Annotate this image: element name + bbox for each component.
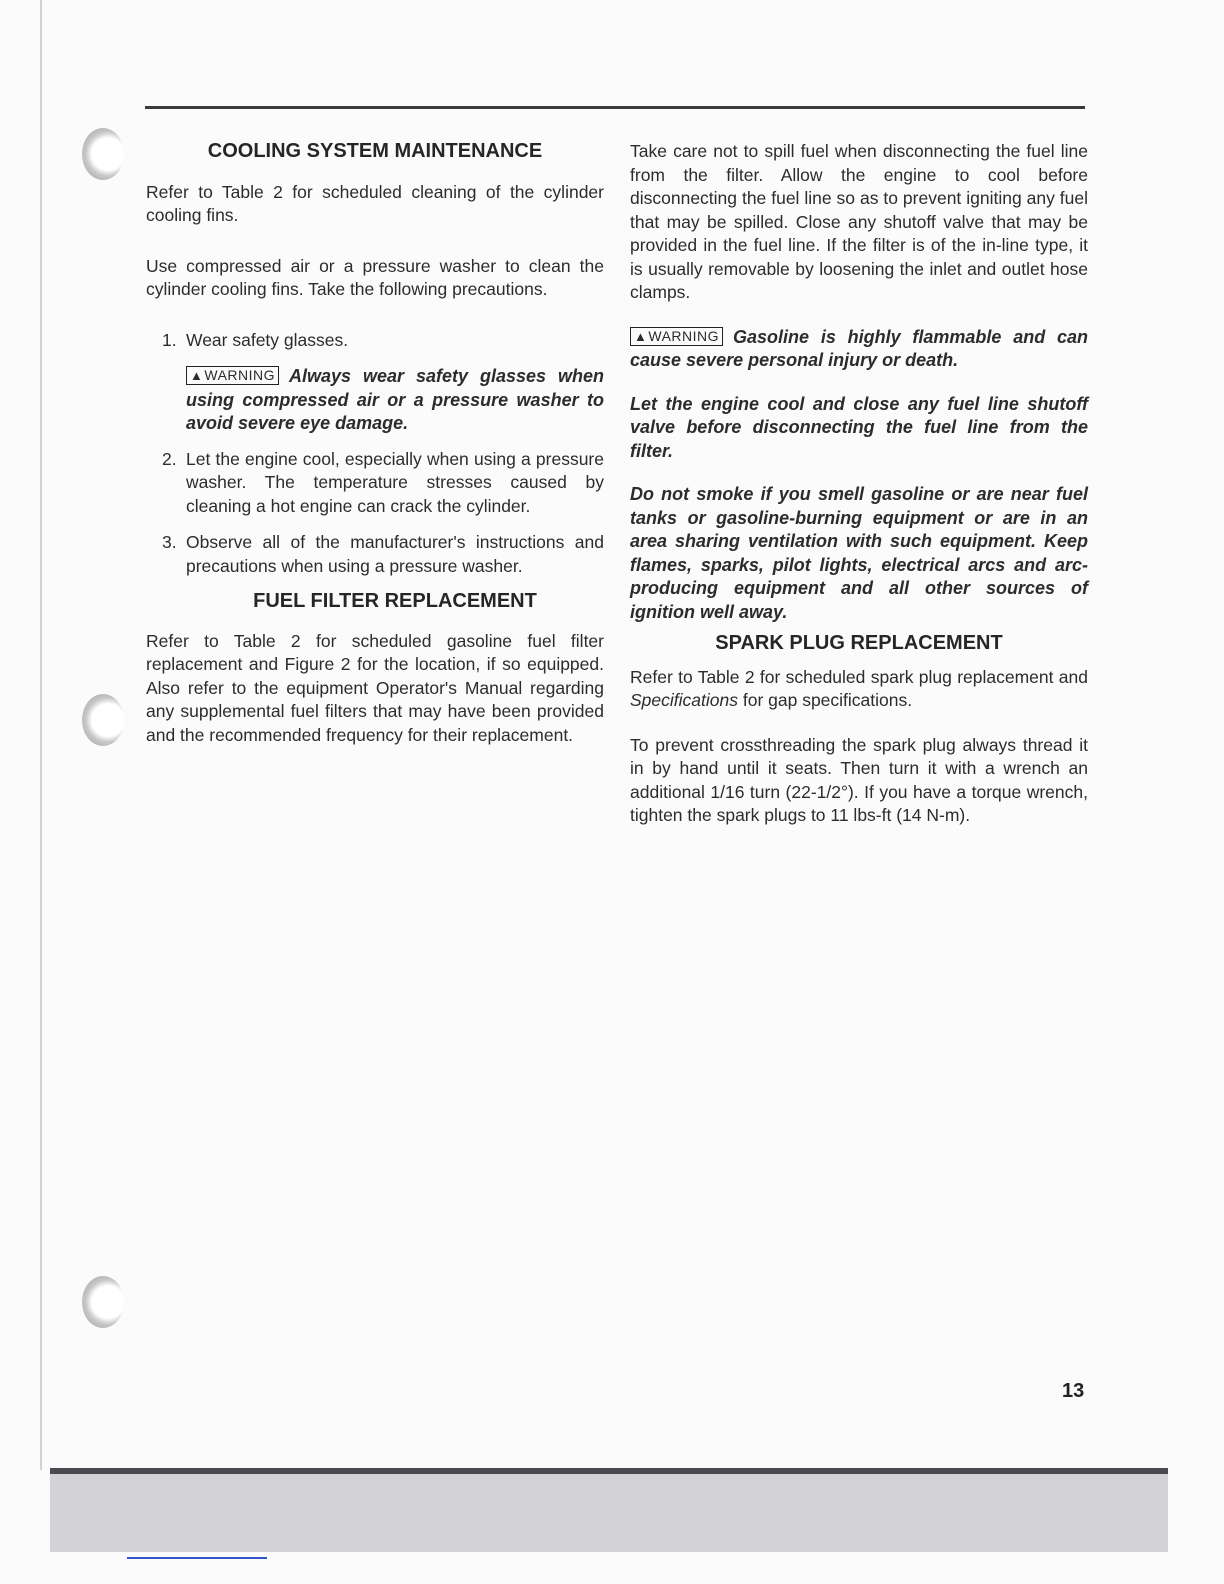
warning-badge: ▲WARNING (186, 366, 279, 385)
binder-edge (40, 0, 42, 1470)
fuel-filter-para: Refer to Table 2 for scheduled gasoline fuel filter replacement and Figure 2 for the location, if so equipped. Also refer to the equipment Operator's Manual regarding any supplemental fuel filters that may have been provided and the recommended frequency for their replacement. (146, 630, 604, 745)
warning-text: ▲WARNING Gasoline is highly flammable and can cause severe personal injury or death. (630, 326, 1088, 370)
top-rule (145, 106, 1085, 109)
footer-rule (50, 1468, 1168, 1474)
scan-edge-line (127, 1557, 267, 1559)
page-number: 13 (1062, 1380, 1085, 1402)
list-item (146, 448, 604, 519)
precaution-list (146, 329, 604, 579)
list-number: 1. (162, 329, 177, 350)
right-column (630, 140, 1088, 828)
left-column (146, 140, 604, 747)
warning-badge: ▲WARNING (630, 327, 723, 346)
list-text: Let the engine cool, especially when using a pressure washer. The temperature stresses caused by cleaning a hot engine can crack the cylinder. (186, 448, 604, 516)
punch-hole (82, 128, 124, 180)
fuel-filter-heading: FUEL FILTER REPLACEMENT (253, 590, 537, 612)
cooling-heading: COOLING SYSTEM MAINTENANCE (207, 140, 543, 162)
warning-text-3: Do not smoke if you smell gasoline or are near fuel tanks or gasoline-burning equipment or are in an area sharing ventilation with such equipment. Keep flames, sparks, pilot lights, electrical arcs and arc-producing equipment and all other sources of ignition well away. (630, 484, 1088, 622)
warning-text-2: Let the engine cool and close any fuel line shutoff valve before disconnecting the fuel line from the filter. (630, 393, 1088, 461)
list-number: 3. (162, 532, 177, 552)
list-item (146, 531, 604, 578)
spark-plug-para-1: Refer to Table 2 for scheduled spark plug replacement and Specifications for gap specifications. (630, 666, 1088, 710)
cooling-para-2: Use compressed air or a pressure washer to clean the cylinder cooling fins. Take the following precautions. (146, 255, 604, 299)
list-text: Observe all of the manufacturer's instructions and precautions when using a pressure washer. (186, 532, 604, 576)
spark-plug-para-2: To prevent crossthreading the spark plug always thread it in by hand until it seats. Then turn it with a wrench an additional 1/16 turn (22-1/2°). If you have a torque wrench, tighten the spark plugs to 11 lbs-ft (14 N-m). (630, 734, 1088, 825)
footer-band (50, 1468, 1168, 1552)
warning-triangle-icon: ▲ (634, 328, 648, 344)
warning-triangle-icon: ▲ (190, 368, 204, 383)
list-item (146, 329, 604, 353)
warning-block (146, 365, 604, 436)
warning-text: ▲WARNING Always wear safety glasses when using compressed air or a pressure washer to avoid severe eye damage. (186, 366, 604, 433)
cooling-para-1: Refer to Table 2 for scheduled cleaning of the cylinder cooling fins. (146, 181, 604, 225)
fuel-filter-para-2: Take care not to spill fuel when disconnecting the fuel line from the filter. Allow the engine to cool before disconnecting the fuel line so as to prevent igniting any fuel that may be spilled. Close any shutoff valve that may be provided in the fuel line. If the filter is of the in-line type, it is usually removable by loosening the inlet and outlet hose clamps. (630, 141, 1088, 302)
punch-hole (82, 1276, 124, 1328)
spark-plug-heading: SPARK PLUG REPLACEMENT (715, 632, 1003, 654)
punch-hole (82, 694, 124, 746)
list-number: 2. (162, 448, 177, 469)
list-text: Wear safety glasses. (186, 329, 349, 350)
